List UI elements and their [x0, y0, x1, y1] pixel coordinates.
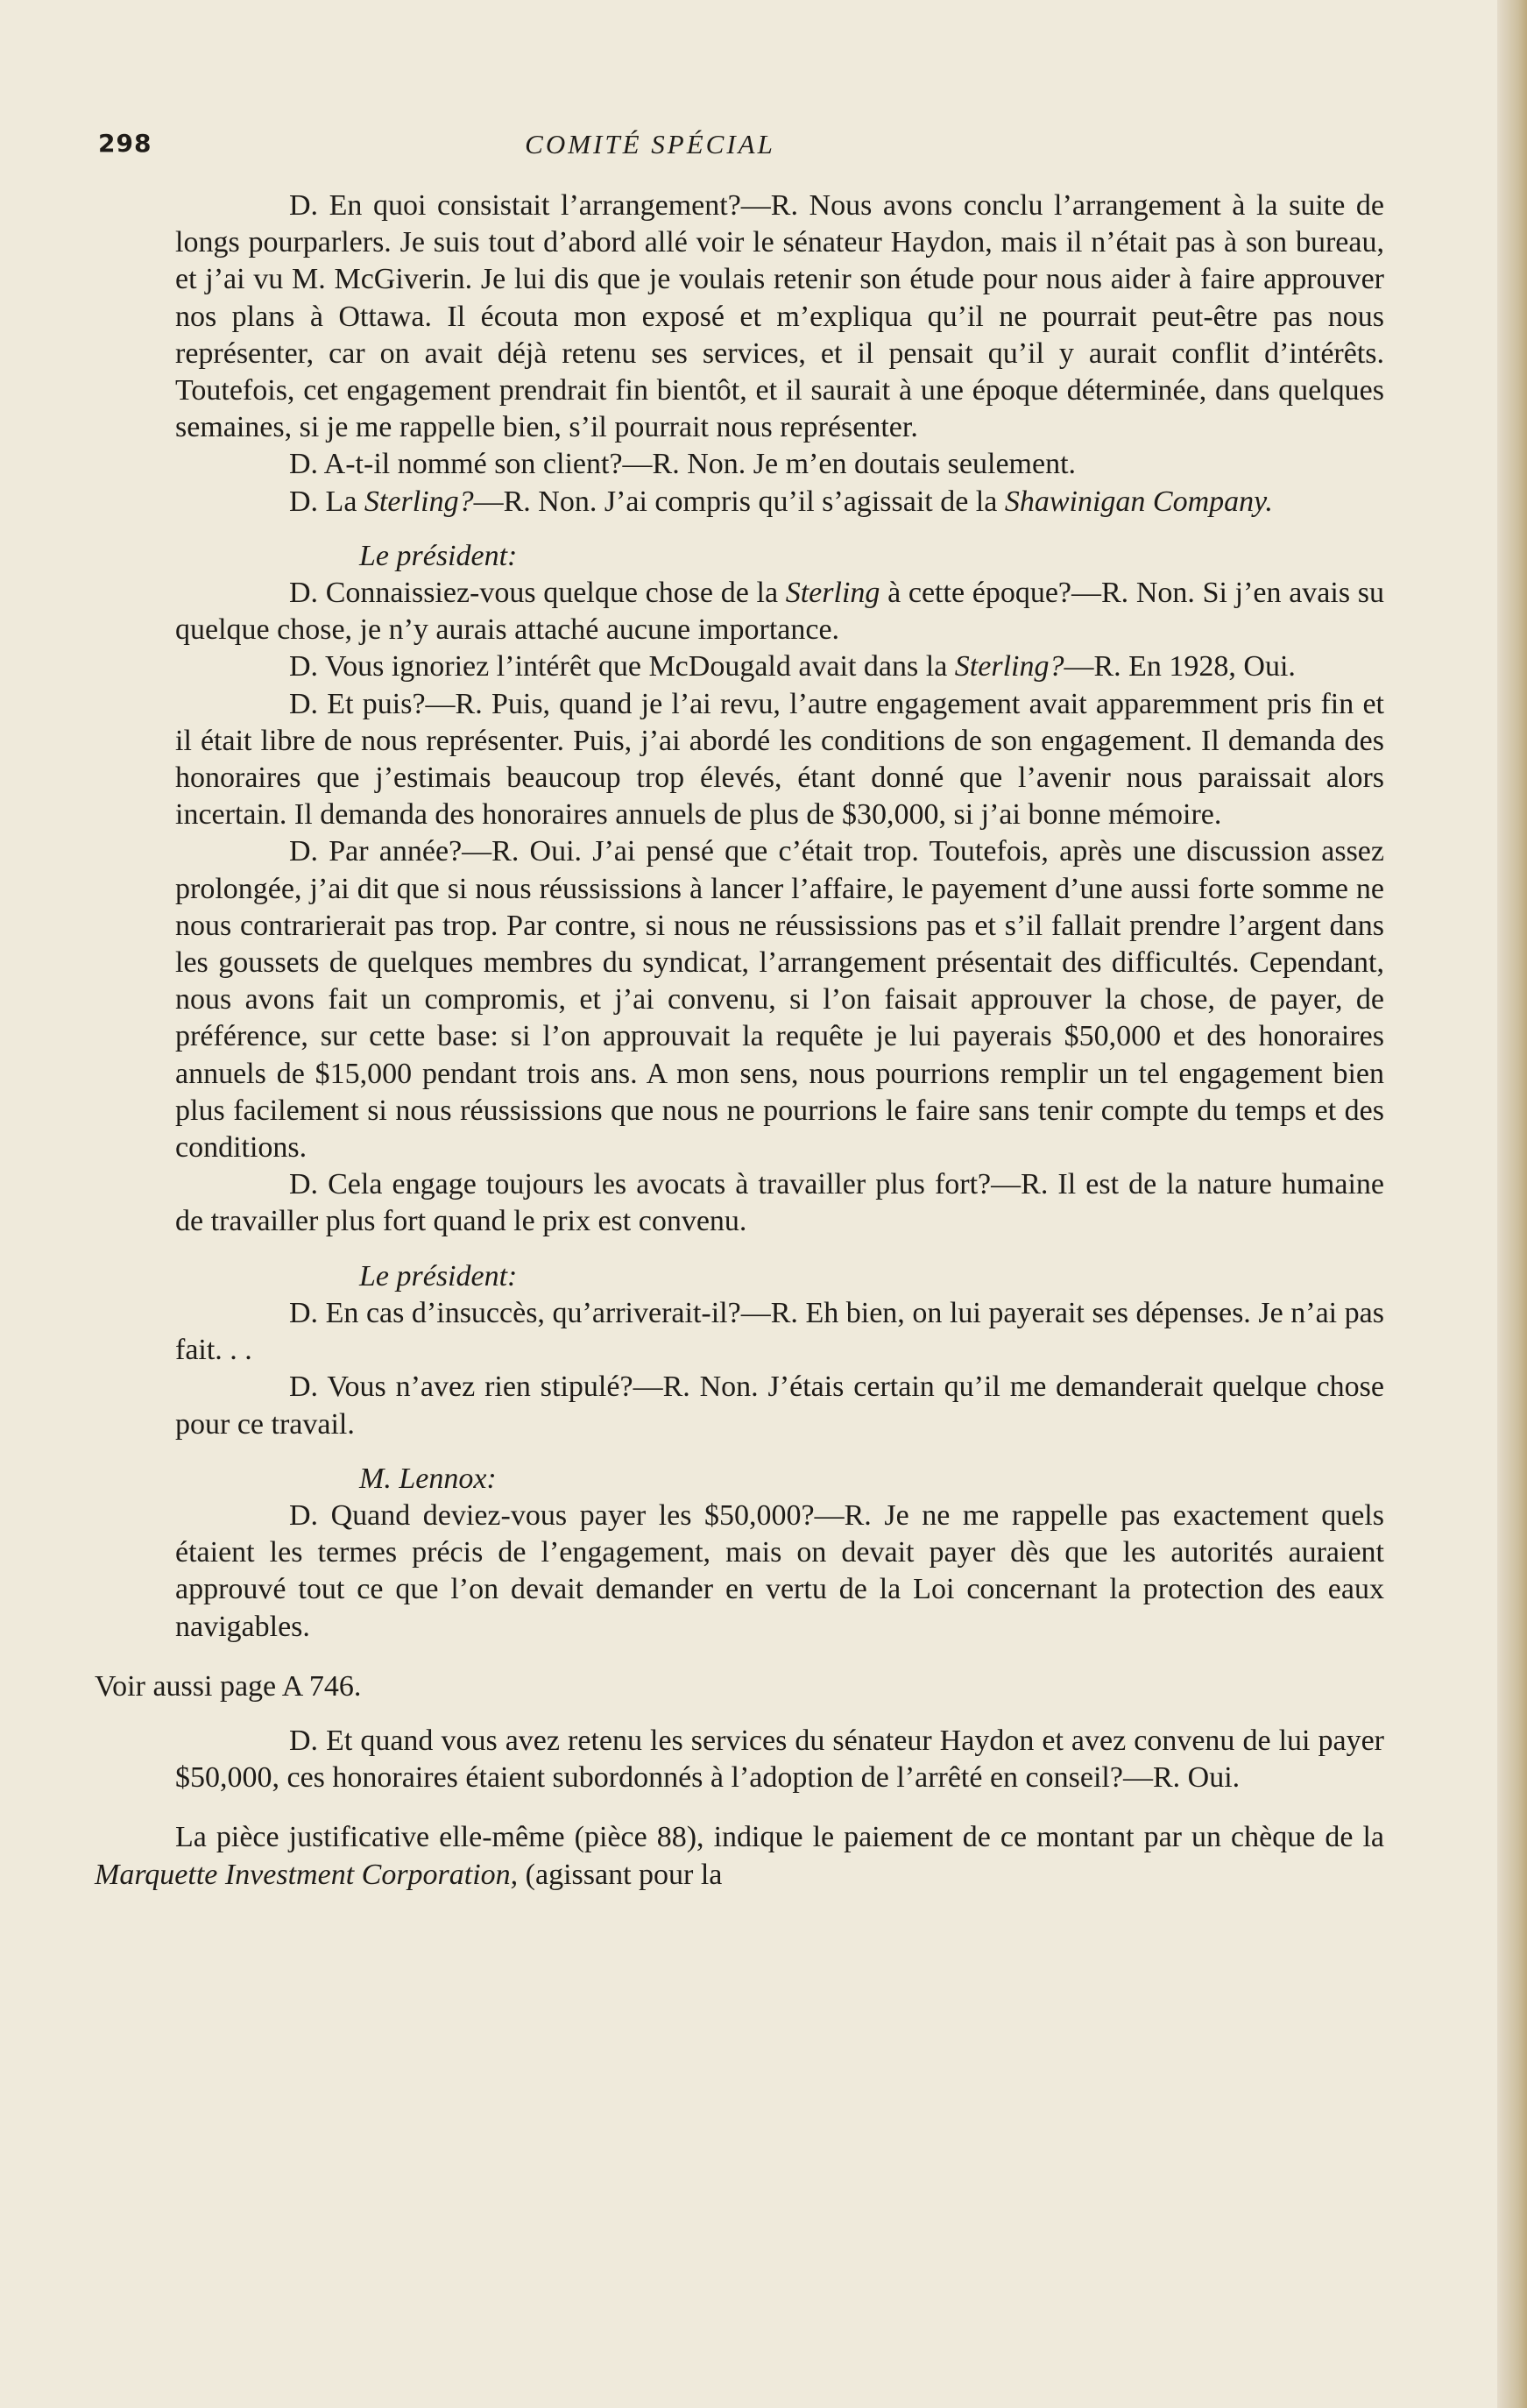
paragraph-10: D. Vous n’avez rien stipulé?—R. Non. J’étais certain qu’il me demanderait quelque chose pour ce travail. [175, 1370, 1384, 1441]
paragraph-1: D. En quoi consistait l’arrangement?—R. Nous avons conclu l’arrangement à la suite de longs pourparlers. Je suis tout d’abord allé voir le sénateur Haydon, mais il n’était pas à son bureau, et j’ai vu M. McGiverin. Je lui dis que je voulais retenir son étude pour nous aider à faire approuver nos plans à Ottawa. Il écouta mon exposé et m’expliqua qu’il ne pourrait peut-être pas nous représenter, car on avait déjà retenu ses services, et il pensait qu’il y aurait conflit d’intérêts. Toutefois, cet engagement prendrait fin bientôt, et il saurait à une époque déterminée, dans quelques semaines, si je me rappelle bien, s’il pourrait nous représenter. [175, 189, 1384, 444]
page-header [98, 129, 1412, 169]
body-text [95, 188, 1384, 1894]
paragraph-6: D. Et puis?—R. Puis, quand je l’ai revu, l’autre engagement avait apparemment pris fin et il était libre de nous représenter. Puis, j’ai abordé les conditions de son engagement. Il demanda des honoraires que j’estimais beaucoup trop élevés, étant donné que l’avenir nous paraissait alors incertain. Il demanda des honoraires annuels de plus de $30,000, si j’ai bonne mémoire. [175, 687, 1384, 832]
paragraph-11: D. Quand deviez-vous payer les $50,000?—R. Je ne me rappelle pas exactement quels étaient les termes précis de l’engagement, mais on devait payer dès que les autorités auraient approuvé tout ce que l’on devait demander en vertu de la Loi concernant la protection des eaux navigables. [175, 1498, 1384, 1643]
page-edge [1497, 0, 1527, 2408]
speaker-label-lennox: M. Lennox: [359, 1462, 497, 1495]
running-head: COMITÉ SPÉCIAL [525, 129, 775, 159]
paragraph-3: D. La Sterling?—R. Non. J’ai compris qu’il s’agissait de la Shawinigan Company. [289, 485, 1273, 518]
paragraph-9: D. En cas d’insuccès, qu’arriverait-il?—R. Eh bien, on lui payerait ses dépenses. Je n’ai pas fait. . . [175, 1296, 1384, 1367]
page-number: 298 [98, 129, 152, 158]
paragraph-4: D. Connaissiez-vous quelque chose de la Sterling à cette époque?—R. Non. Si j’en avais su quelque chose, je n’y aurais attaché aucune importance. [175, 577, 1384, 647]
paragraph-8: D. Cela engage toujours les avocats à travailler plus fort?—R. Il est de la nature humaine de travailler plus fort quand le prix est convenu. [175, 1168, 1384, 1238]
paragraph-2: D. A-t-il nommé son client?—R. Non. Je m’en doutais seulement. [289, 448, 1077, 481]
closing-paragraph: La pièce justificative elle-même (pièce 88), indique le paiement de ce montant par un chèque de la Marquette Investment Corporation, (agissant pour la [95, 1821, 1384, 1891]
speaker-label-president: Le président: [359, 539, 518, 572]
speaker-label-president-2: Le président: [359, 1259, 518, 1293]
paragraph-12: D. Et quand vous avez retenu les services du sénateur Haydon et avez convenu de lui payer $50,000, ces honoraires étaient subordonnés à l’adoption de l’arrêté en conseil?—R. Oui. [175, 1724, 1384, 1795]
paragraph-7: D. Par année?—R. Oui. J’ai pensé que c’était trop. Toutefois, après une discussion assez prolongée, j’ai dit que si nous réussissions à lancer l’affaire, le payement d’une aussi forte somme ne nous contrarierait pas trop. Par contre, si nous ne réussissions pas et s’il fallait prendre l’argent dans les goussets de quelques membres du syndicat, l’arrangement présentait des difficultés. Cependant, nous avons fait un compromis, et j’ai convenu, si l’on faisait approuver la chose, de payer, de préférence, sur cette base: si l’on approuvait la requête je lui payerais $50,000 et des honoraires annuels de $15,000 pendant trois ans. A mon sens, nous pourrions remplir un tel engagement bien plus facilement si nous réussissions que nous ne pourrions le faire sans tenir compte du temps et des conditions. [175, 835, 1384, 1165]
cross-reference: Voir aussi page A 746. [95, 1669, 362, 1703]
paragraph-5: D. Vous ignoriez l’intérêt que McDougald avait dans la Sterling?—R. En 1928, Oui. [289, 650, 1296, 683]
